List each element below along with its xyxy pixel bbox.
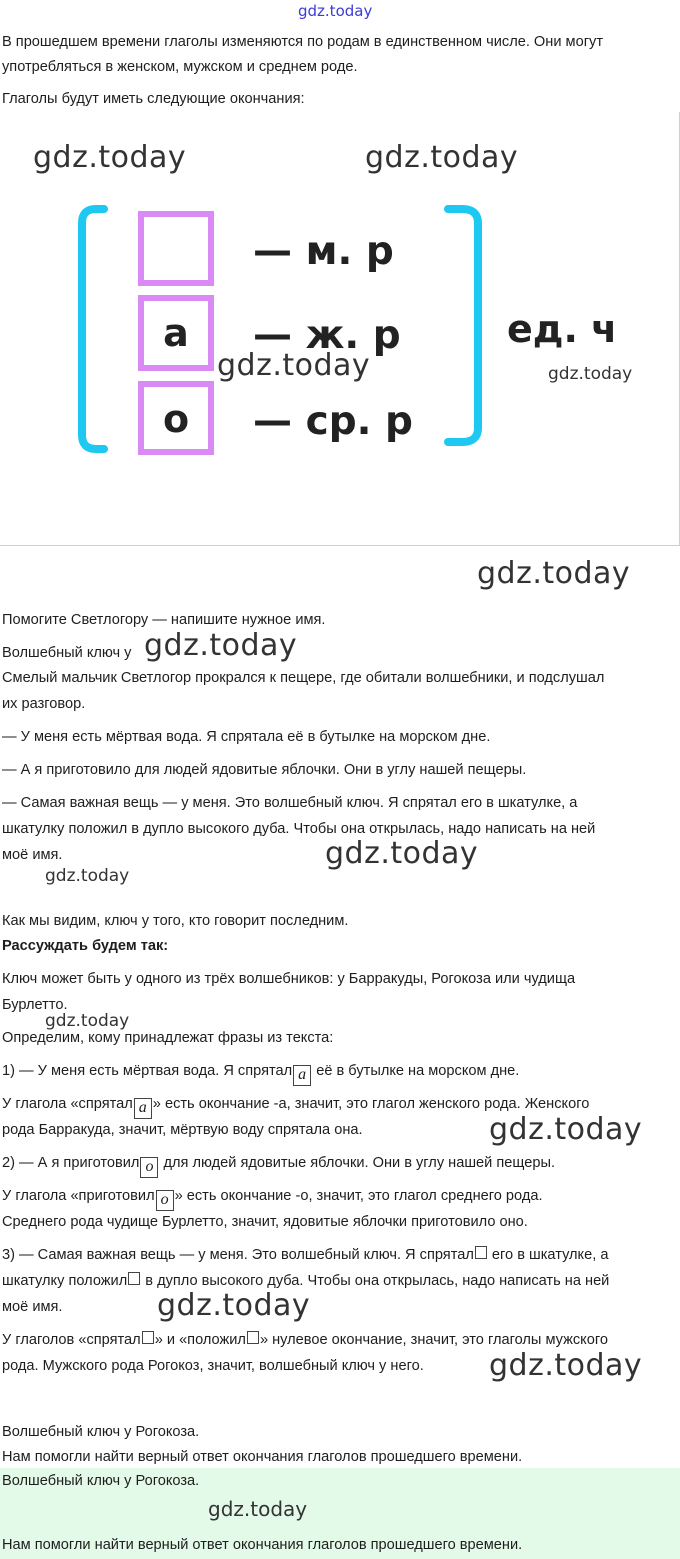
explanation-3-text-c: » нулевое окончание, значит, это глаголы мужского bbox=[259, 1332, 608, 1348]
ending-letter-neuter: о bbox=[162, 397, 190, 441]
ending-box: о bbox=[140, 1157, 158, 1178]
gender-label-neuter: — ср. р bbox=[253, 399, 413, 444]
left-bracket bbox=[82, 209, 104, 449]
phrase-3-text-d: в дупло высокого дуба. Чтобы она открылась, надо написать на ней bbox=[141, 1273, 610, 1289]
watermark-top: gdz.today bbox=[298, 2, 373, 20]
task-line-1: Помогите Светлогору — напишите нужное имя. bbox=[2, 612, 326, 628]
task-line-7: — Самая важная вещь — у меня. Это волшебный ключ. Я спрятал его в шкатулке, а bbox=[2, 795, 578, 811]
task-line-5: — У меня есть мёртвая вода. Я спрятала её в бутылке на морском дне. bbox=[2, 729, 491, 745]
gender-label-masculine: — м. р bbox=[253, 229, 394, 274]
explanation-2-text-a: У глагола «приготовил bbox=[2, 1188, 155, 1204]
explanation-2-line bbox=[2, 1186, 543, 1211]
intro-line-2: употребляться в женском, мужском и среднем роде. bbox=[2, 59, 358, 75]
right-bracket bbox=[448, 209, 478, 442]
explanation-1-text-a: У глагола «спрятал bbox=[2, 1096, 133, 1112]
solution-heading: Рассуждать будем так: bbox=[2, 938, 169, 954]
phrase-3-text-c: шкатулку положил bbox=[2, 1273, 128, 1289]
explanation-2-text-b: » есть окончание -о, значит, это глагол среднего рода. bbox=[174, 1188, 543, 1204]
phrase-3-line-3: моё имя. bbox=[2, 1299, 63, 1315]
zero-ending-box bbox=[475, 1246, 487, 1259]
task-line-6: — А я приготовило для людей ядовитые яблочки. Они в углу нашей пещеры. bbox=[2, 762, 527, 778]
watermark: gdz.today bbox=[144, 628, 298, 663]
watermark: gdz.today bbox=[208, 1497, 308, 1521]
watermark: gdz.today bbox=[157, 1288, 311, 1323]
watermark: gdz.today bbox=[548, 364, 633, 384]
phrase-1-text-a: 1) — У меня есть мёртвая вода. Я спрятал bbox=[2, 1063, 293, 1079]
watermark: gdz.today bbox=[33, 140, 187, 175]
answer-highlight-line-2: Нам помогли найти верный ответ окончания глаголов прошедшего времени. bbox=[2, 1537, 523, 1553]
endings-figure bbox=[0, 112, 680, 546]
answer-line-1: Волшебный ключ у Рогокоза. bbox=[2, 1424, 200, 1440]
watermark: gdz.today bbox=[45, 1011, 130, 1031]
solution-line-5: Определим, кому принадлежат фразы из текста: bbox=[2, 1030, 334, 1046]
gender-label-feminine: — ж. р bbox=[253, 313, 401, 358]
task-line-4: их разговор. bbox=[2, 696, 86, 712]
explanation-2-line-2: Среднего рода чудище Бурлетто, значит, ядовитые яблочки приготовило оно. bbox=[2, 1214, 528, 1230]
task-line-9: моё имя. bbox=[2, 847, 63, 863]
answer-line-2: Нам помогли найти верный ответ окончания глаголов прошедшего времени. bbox=[2, 1449, 523, 1465]
number-label: ед. ч bbox=[507, 307, 618, 351]
explanation-3-line bbox=[2, 1330, 608, 1350]
phrase-3-line bbox=[2, 1245, 608, 1265]
ending-box: о bbox=[156, 1190, 174, 1211]
zero-ending-box bbox=[128, 1272, 140, 1285]
phrase-1-text-b: её в бутылке на морском дне. bbox=[312, 1063, 520, 1079]
phrase-2-line bbox=[2, 1153, 555, 1178]
ending-letter-feminine: а bbox=[163, 311, 189, 355]
solution-line-4: Бурлетто. bbox=[2, 997, 68, 1013]
zero-ending-box bbox=[142, 1331, 154, 1344]
task-line-8: шкатулку положил в дупло высокого дуба. Чтобы она открылась, надо написать на ней bbox=[2, 821, 596, 837]
ending-box: а bbox=[293, 1065, 311, 1086]
phrase-3-text-b: его в шкатулке, а bbox=[487, 1247, 609, 1263]
solution-line-1: Как мы видим, ключ у того, кто говорит последним. bbox=[2, 913, 349, 929]
explanation-3-text-a: У глаголов «спрятал bbox=[2, 1332, 141, 1348]
endings-diagram bbox=[0, 112, 680, 546]
watermark: gdz.today bbox=[489, 1348, 643, 1383]
watermark: gdz.today bbox=[365, 140, 519, 175]
task-line-2: Волшебный ключ у bbox=[2, 645, 132, 661]
solution-line-3: Ключ может быть у одного из трёх волшебников: у Барракуды, Рогокоза или чудища bbox=[2, 971, 576, 987]
explanation-1-text-b: » есть окончание -а, значит, это глагол женского рода. Женского bbox=[152, 1096, 590, 1112]
watermark: gdz.today bbox=[489, 1112, 643, 1147]
watermark: gdz.today bbox=[217, 348, 371, 383]
phrase-2-text-a: 2) — А я приготовил bbox=[2, 1155, 140, 1171]
explanation-3-line-2: рода. Мужского рода Рогокоз, значит, волшебный ключ у него. bbox=[2, 1358, 424, 1374]
watermark: gdz.today bbox=[45, 866, 130, 886]
task-line-3: Смелый мальчик Светлогор прокрался к пещере, где обитали волшебники, и подслушал bbox=[2, 670, 605, 686]
phrase-2-text-b: для людей ядовитые яблочки. Они в углу нашей пещеры. bbox=[159, 1155, 556, 1171]
intro-line-3: Глаголы будут иметь следующие окончания: bbox=[2, 91, 305, 107]
explanation-1-line-2: рода Барракуда, значит, мёртвую воду спрятала она. bbox=[2, 1122, 363, 1138]
watermark: gdz.today bbox=[325, 836, 479, 871]
answer-highlight-line-1: Волшебный ключ у Рогокоза. bbox=[2, 1473, 200, 1489]
intro-line-1: В прошедшем времени глаголы изменяются по родам в единственном числе. Они могут bbox=[2, 34, 604, 50]
phrase-1-line bbox=[2, 1061, 519, 1086]
explanation-3-text-b: » и «положил bbox=[154, 1332, 246, 1348]
ending-box-masculine bbox=[141, 214, 211, 283]
zero-ending-box bbox=[247, 1331, 259, 1344]
phrase-3-text-a: 3) — Самая важная вещь — у меня. Это волшебный ключ. Я спрятал bbox=[2, 1247, 474, 1263]
watermark: gdz.today bbox=[477, 556, 631, 591]
ending-box: а bbox=[134, 1098, 152, 1119]
